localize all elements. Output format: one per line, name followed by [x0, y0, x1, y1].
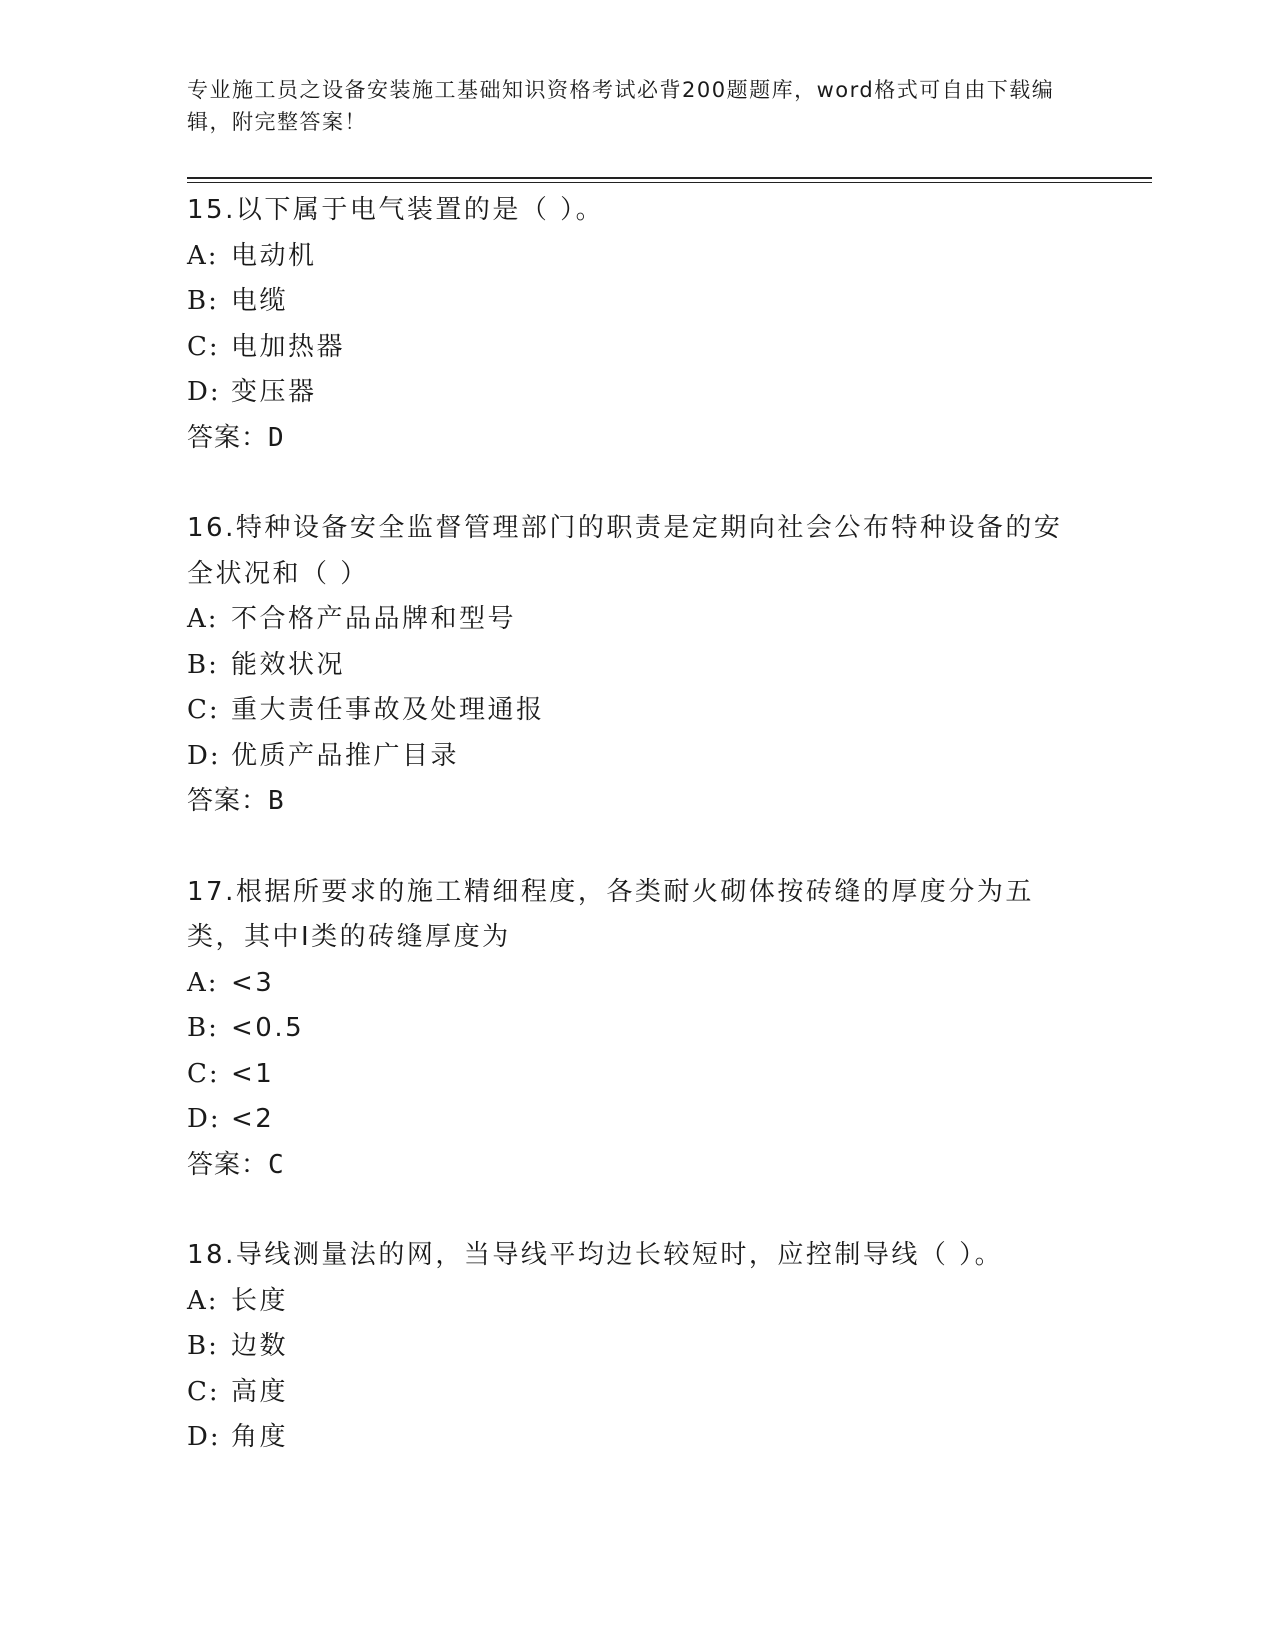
option-a: A: 长度	[187, 1279, 1087, 1325]
option-key: D	[187, 377, 208, 407]
option-text: 变压器	[231, 377, 317, 407]
option-text: 高度	[231, 1376, 289, 1407]
question-stem: 18.导线测量法的网，当导线平均边长较短时，应控制导线（ ）。	[187, 1240, 1004, 1270]
answer-value: C	[268, 1149, 285, 1180]
option-key: A	[187, 967, 206, 998]
option-text: 电缆	[231, 286, 289, 316]
option-d: D: 优质产品推广目录	[187, 734, 1087, 780]
option-b: B: 电缆	[187, 279, 1087, 325]
question-16	[187, 506, 1087, 825]
option-b: B: 边数	[187, 1324, 1087, 1370]
header-divider-thick	[187, 177, 1152, 179]
document-header: 专业施工员之设备安装施工基础知识资格考试必背200题题库，word格式可自由下载编辑，附完整答案！	[187, 78, 1055, 134]
option-text: 长度	[231, 1285, 289, 1316]
option-key: B	[187, 649, 207, 680]
option-key: D	[187, 740, 208, 771]
question-stem: 16.特种设备安全监督管理部门的职责是定期向社会公布特种设备的安全状况和（ ）	[187, 513, 1063, 589]
option-text: <0.5	[231, 1013, 305, 1043]
option-a: A: 不合格产品品牌和型号	[187, 597, 1087, 643]
question-list	[187, 188, 1087, 1461]
option-key: C	[187, 1376, 207, 1407]
option-key: C	[187, 695, 207, 725]
option-key: B	[187, 1331, 207, 1361]
option-text: <2	[231, 1104, 275, 1134]
option-b: B: 能效状况	[187, 643, 1087, 689]
answer-line	[187, 779, 1087, 825]
option-key: B	[187, 1013, 207, 1043]
option-text: 角度	[231, 1422, 289, 1452]
option-text: 重大责任事故及处理通报	[231, 695, 545, 725]
option-key: A	[187, 604, 206, 634]
option-text: 优质产品推广目录	[231, 740, 460, 771]
answer-value: B	[268, 786, 285, 816]
option-d: D: 角度	[187, 1415, 1087, 1461]
option-text: 能效状况	[231, 649, 346, 680]
header-divider-thin	[187, 182, 1152, 183]
option-d: D: 变压器	[187, 370, 1087, 416]
question-stem: 15.以下属于电气装置的是（ ）。	[187, 195, 605, 225]
option-key: A	[187, 240, 206, 271]
option-text: 边数	[231, 1331, 289, 1361]
question-18	[187, 1233, 1087, 1461]
question-stem: 17.根据所要求的施工精细程度，各类耐火砌体按砖缝的厚度分为五类，其中Ⅰ类的砖缝厚度为	[187, 876, 1034, 952]
question-15	[187, 188, 1087, 461]
answer-line	[187, 1143, 1087, 1189]
answer-line	[187, 416, 1087, 462]
option-c: C: 电加热器	[187, 325, 1087, 371]
option-c: C: 重大责任事故及处理通报	[187, 688, 1087, 734]
answer-label: 答案：	[187, 422, 269, 453]
option-d: D: <2	[187, 1097, 1087, 1143]
option-key: D	[187, 1104, 208, 1134]
option-key: C	[187, 331, 207, 362]
option-text: 电加热器	[231, 331, 346, 362]
option-c: C: <1	[187, 1052, 1087, 1098]
option-text: 不合格产品品牌和型号	[231, 604, 517, 634]
question-17	[187, 870, 1087, 1189]
option-text: <1	[231, 1058, 275, 1089]
option-b: B: <0.5	[187, 1006, 1087, 1052]
option-key: C	[187, 1058, 207, 1089]
option-a: A: <3	[187, 961, 1087, 1007]
option-key: D	[187, 1422, 208, 1452]
answer-label: 答案：	[187, 786, 269, 816]
answer-value: D	[268, 422, 285, 453]
answer-label: 答案：	[187, 1149, 269, 1180]
option-a: A: 电动机	[187, 234, 1087, 280]
option-key: B	[187, 286, 207, 316]
option-key: A	[187, 1285, 206, 1316]
option-text: 电动机	[231, 240, 317, 271]
option-text: <3	[231, 967, 275, 998]
option-c: C: 高度	[187, 1370, 1087, 1416]
